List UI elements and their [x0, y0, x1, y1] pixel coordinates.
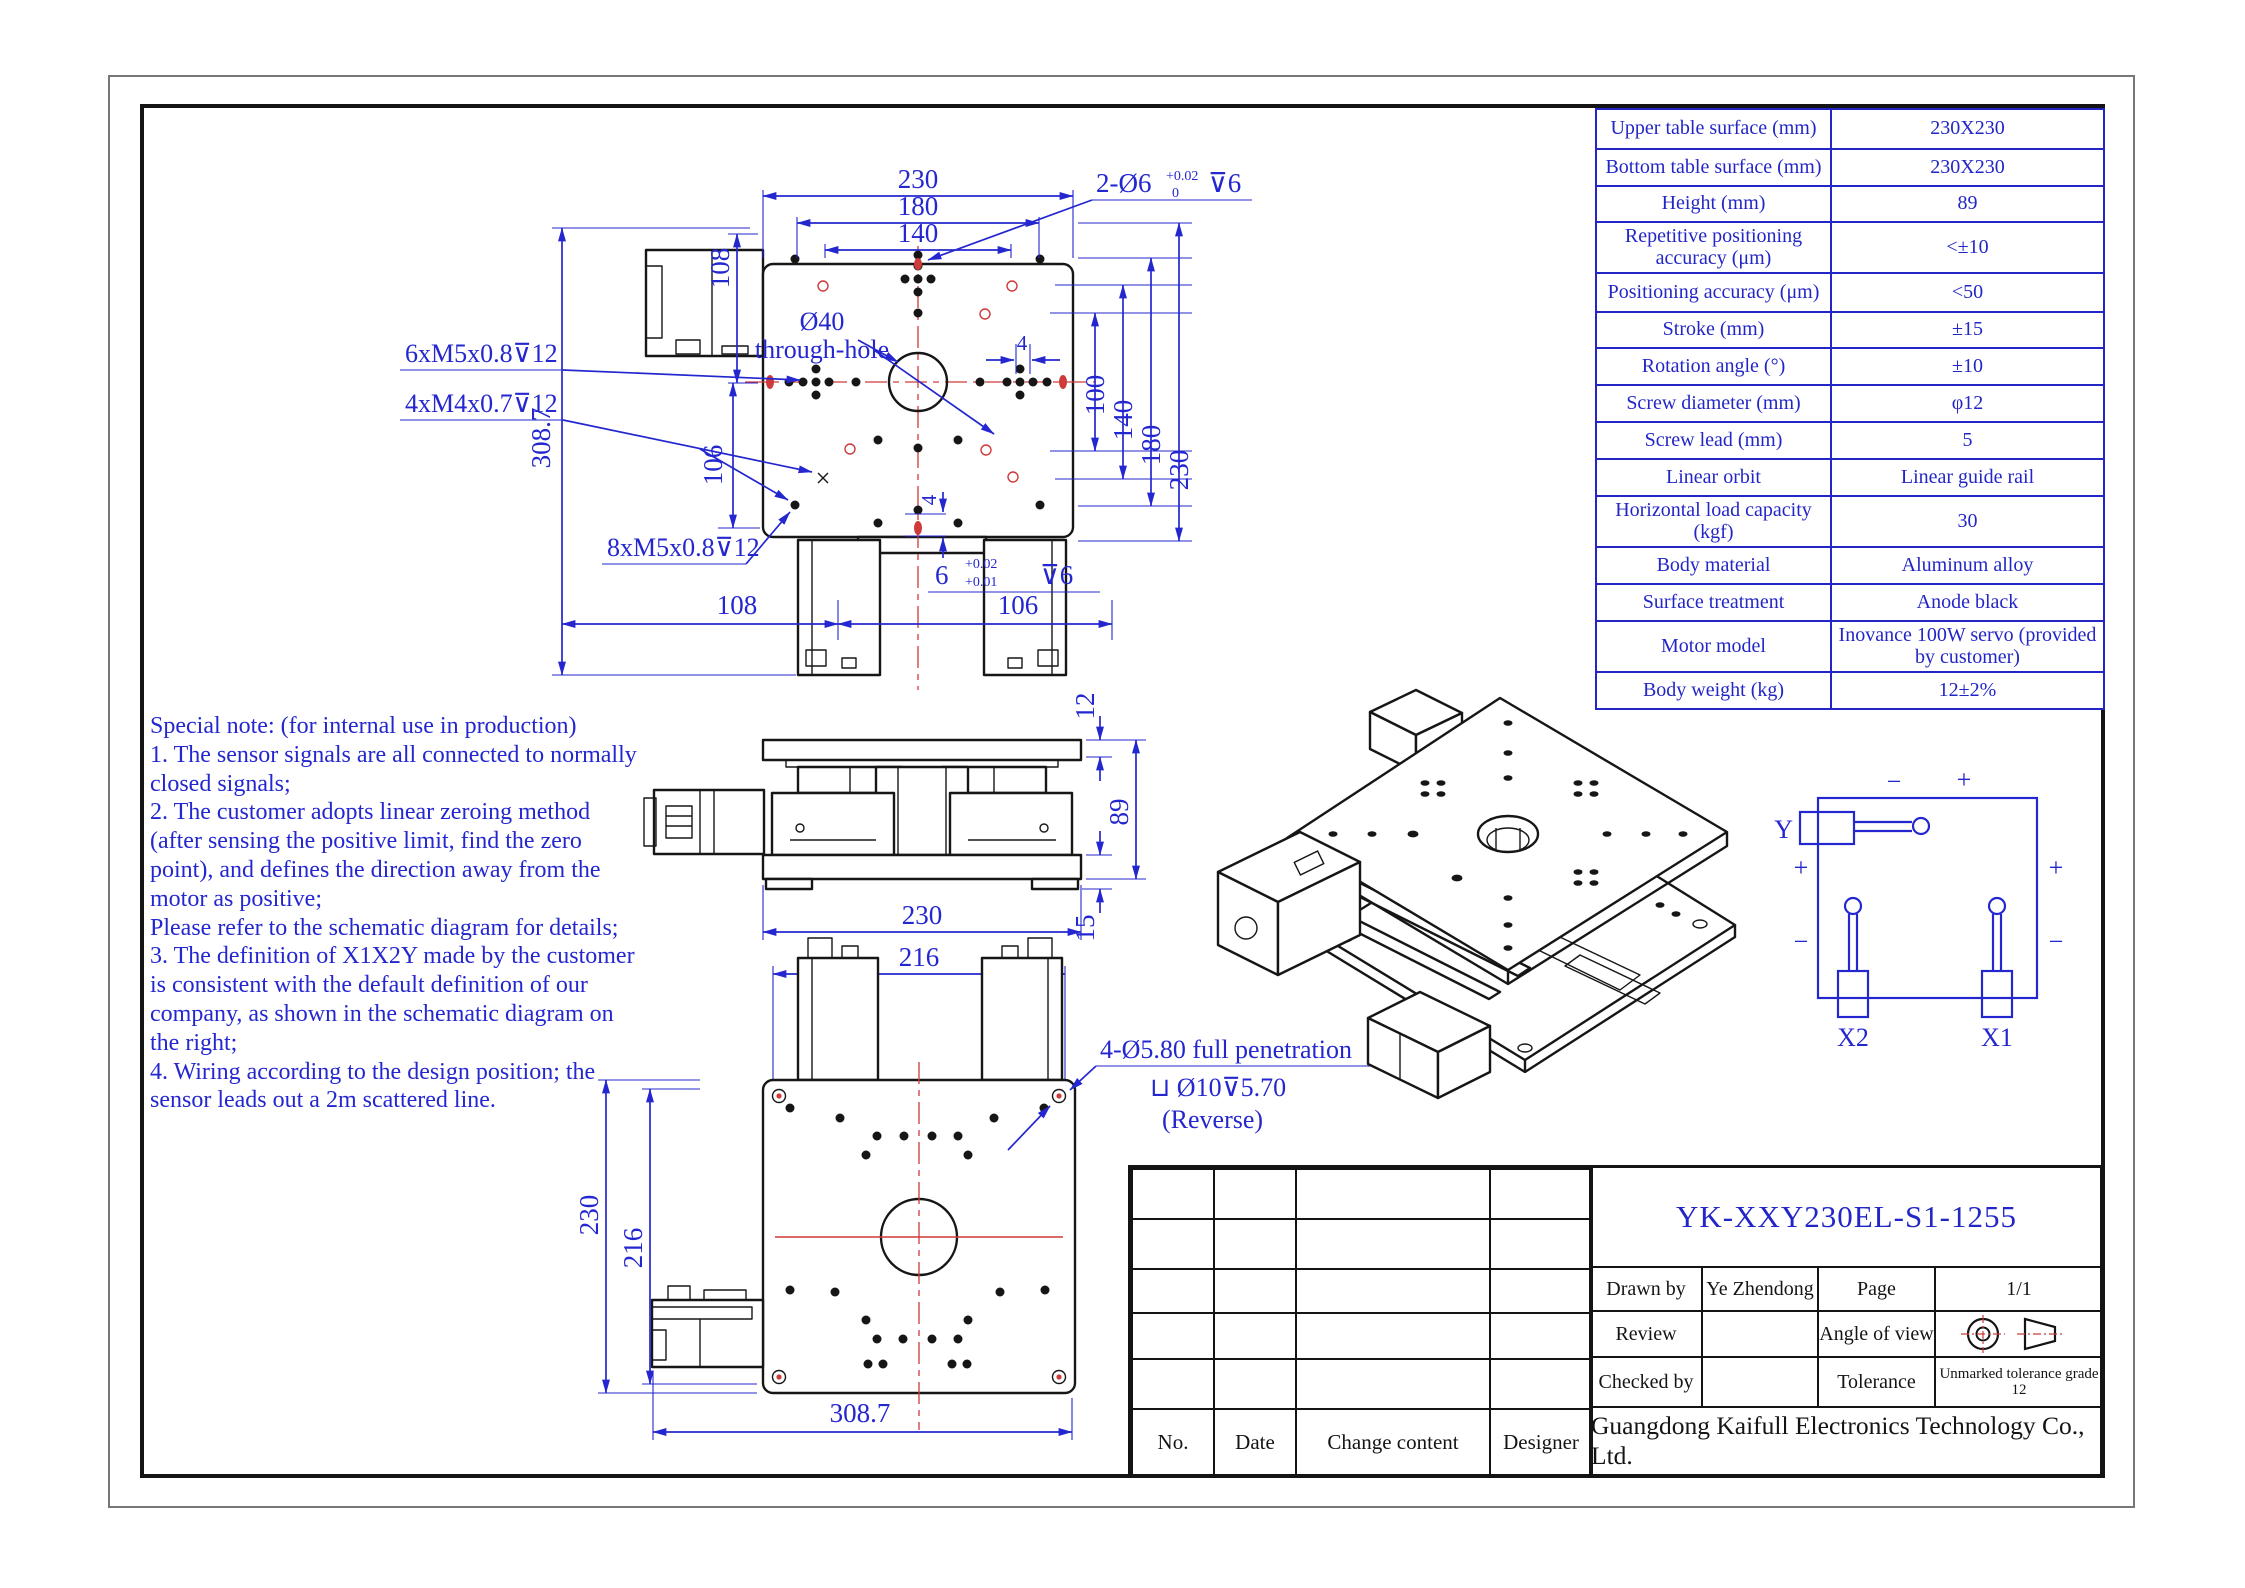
checked-by-label: Checked by — [1591, 1358, 1703, 1408]
dim-106-left: 106 — [698, 444, 728, 486]
spec-label: Horizontal load capacity (kgf) — [1596, 496, 1831, 547]
page-value: 1/1 — [1936, 1268, 2102, 1312]
date-column-label: Date — [1214, 1409, 1296, 1475]
callout-slot-tol-upper: +0.02 — [965, 557, 998, 572]
tolerance-value: Unmarked tolerance grade 12 — [1936, 1358, 2102, 1408]
sign-top-plus: + — [1956, 765, 1972, 794]
sign-right-plus: + — [2048, 853, 2064, 882]
tolerance-label: Tolerance — [1819, 1358, 1936, 1408]
callout-reverse: (Reverse) — [1162, 1105, 1264, 1134]
callout-slot-tol-lower: +0.01 — [965, 575, 998, 590]
review-label: Review — [1591, 1312, 1703, 1358]
axis-schematic — [1774, 765, 2063, 1052]
dim-108-left: 108 — [705, 247, 735, 289]
spec-value: 30 — [1831, 496, 2104, 547]
axis-x2-label: X2 — [1837, 1023, 1869, 1052]
spec-value: ±10 — [1831, 348, 2104, 385]
sign-left-plus: + — [1793, 853, 1809, 882]
dim-108-bottom: 108 — [716, 590, 758, 620]
company-name: Guangdong Kaifull Electronics Technology Co., Ltd. — [1591, 1411, 2085, 1470]
axis-x1-label: X1 — [1981, 1023, 2013, 1052]
drawn-by-label: Drawn by — [1591, 1268, 1703, 1312]
spec-label: Surface treatment — [1596, 584, 1831, 621]
dim-230-left-bottom: 230 — [574, 1194, 604, 1236]
dim-180-right: 180 — [1136, 424, 1166, 466]
spec-label: Screw lead (mm) — [1596, 422, 1831, 459]
review-value — [1703, 1312, 1819, 1358]
designer-column-label: Designer — [1490, 1409, 1592, 1475]
dim-106-bottom: 106 — [997, 590, 1039, 620]
note-line: 4. Wiring according to the design position; the sensor leads out a 2m scattered line. — [150, 1058, 596, 1114]
note-line: 1. The sensor signals are all connected to normally closed signals; — [150, 741, 637, 797]
dim-100-right: 100 — [1080, 374, 1110, 416]
spec-value: Aluminum alloy — [1831, 547, 2104, 584]
checked-by-value — [1703, 1358, 1819, 1408]
label-center-hole: through-hole — [754, 335, 890, 364]
spec-value: 12±2% — [1831, 672, 2104, 709]
dim-4-bottom: 4 — [917, 494, 941, 506]
dim-230-side: 230 — [901, 900, 943, 930]
spec-value: 230X230 — [1831, 149, 2104, 186]
callout-counterbore: ⊔ Ø10⊽5.70 — [1150, 1073, 1287, 1102]
label-8xm5: 8xM5x0.8⊽12 — [607, 533, 760, 562]
spec-value: <50 — [1831, 273, 2104, 312]
note-line: Please refer to the schematic diagram for details; — [150, 914, 619, 941]
angle-of-view-symbol — [1936, 1312, 2102, 1358]
label-4xm4: 4xM4x0.7⊽12 — [405, 389, 558, 418]
spec-value: ±15 — [1831, 312, 2104, 348]
sign-right-minus: − — [2048, 927, 2064, 956]
spec-value: 89 — [1831, 186, 2104, 222]
callout-2-holes-tol-lower: 0 — [1172, 186, 1179, 201]
spec-label: Body material — [1596, 547, 1831, 584]
spec-value: Anode black — [1831, 584, 2104, 621]
sign-top-minus: − — [1886, 767, 1902, 796]
dim-180-top: 180 — [897, 191, 939, 221]
first-angle-projection-icon — [1949, 1313, 2089, 1355]
callout-2-holes-depth: ⊽6 — [1208, 168, 1242, 198]
spec-label: Body weight (kg) — [1596, 672, 1831, 709]
spec-label: Bottom table surface (mm) — [1596, 149, 1831, 186]
dim-89-side: 89 — [1104, 798, 1134, 826]
spec-value: Inovance 100W servo (provided by customer) — [1831, 621, 2104, 672]
drawn-by-value: Ye Zhendong — [1703, 1268, 1819, 1312]
callout-2-holes-tol-upper: +0.02 — [1166, 169, 1199, 184]
callout-slot-6: 6 — [935, 560, 949, 590]
callout-slot-depth: ⊽6 — [1040, 560, 1074, 590]
dim-230-right: 230 — [1164, 449, 1194, 491]
revision-table — [1131, 1168, 1593, 1476]
spec-value: 230X230 — [1831, 109, 2104, 149]
spec-label: Positioning accuracy (μm) — [1596, 273, 1831, 312]
label-6xm5: 6xM5x0.8⊽12 — [405, 339, 558, 368]
dim-308-7-bottom: 308.7 — [829, 1398, 891, 1428]
dim-12-side: 12 — [1070, 692, 1100, 720]
dim-140-top: 140 — [897, 218, 939, 248]
spec-value: <±10 — [1831, 222, 2104, 273]
note-line: Special note: (for internal use in production) — [150, 713, 577, 739]
spec-label: Motor model — [1596, 621, 1831, 672]
dim-308-7-left: 308.7 — [526, 407, 556, 469]
note-line: 2. The customer adopts linear zeroing method (after sensing the positive limit, find the zero point), and defines the direction away from the motor as positive; — [150, 799, 601, 912]
label-center-hole-dia: Ø40 — [799, 307, 845, 336]
spec-label: Linear orbit — [1596, 459, 1831, 496]
dim-230-top: 230 — [897, 164, 939, 194]
dim-4-right: 4 — [1016, 331, 1028, 355]
sign-left-minus: − — [1793, 927, 1809, 956]
spec-label: Height (mm) — [1596, 186, 1831, 222]
title-block-right — [1589, 1168, 2100, 1474]
dim-15-side: 15 — [1070, 914, 1100, 942]
change-content-label: Change content — [1296, 1409, 1490, 1475]
spec-label: Upper table surface (mm) — [1596, 109, 1831, 149]
spec-label: Repetitive positioning accuracy (μm) — [1596, 222, 1831, 273]
spec-label: Stroke (mm) — [1596, 312, 1831, 348]
top-view-drawing — [400, 164, 1252, 690]
spec-label: Screw diameter (mm) — [1596, 385, 1831, 422]
axis-y-label: Y — [1774, 815, 1793, 844]
side-view-drawing — [644, 693, 1146, 942]
spec-table — [1595, 108, 2105, 710]
title-block — [1128, 1165, 2103, 1477]
dim-216-top: 216 — [898, 942, 940, 972]
special-note — [150, 712, 642, 1115]
angle-of-view-label: Angle of view — [1819, 1312, 1936, 1358]
spec-value: φ12 — [1831, 385, 2104, 422]
callout-penetration: 4-Ø5.80 full penetration — [1100, 1035, 1352, 1064]
page-label: Page — [1819, 1268, 1936, 1312]
spec-value: Linear guide rail — [1831, 459, 2104, 496]
dim-216-left-bottom: 216 — [618, 1227, 648, 1269]
callout-2-holes: 2-Ø6 — [1096, 168, 1152, 198]
part-number: YK-XXY230EL-S1-1255 — [1591, 1168, 2102, 1268]
spec-value: 5 — [1831, 422, 2104, 459]
dim-140-right: 140 — [1108, 399, 1138, 441]
spec-label: Rotation angle (°) — [1596, 348, 1831, 385]
no-column-label: No. — [1132, 1409, 1214, 1475]
note-line: 3. The definition of X1X2Y made by the customer is consistent with the default definition of our company, as shown in the schematic diagram on the right; — [150, 943, 635, 1056]
